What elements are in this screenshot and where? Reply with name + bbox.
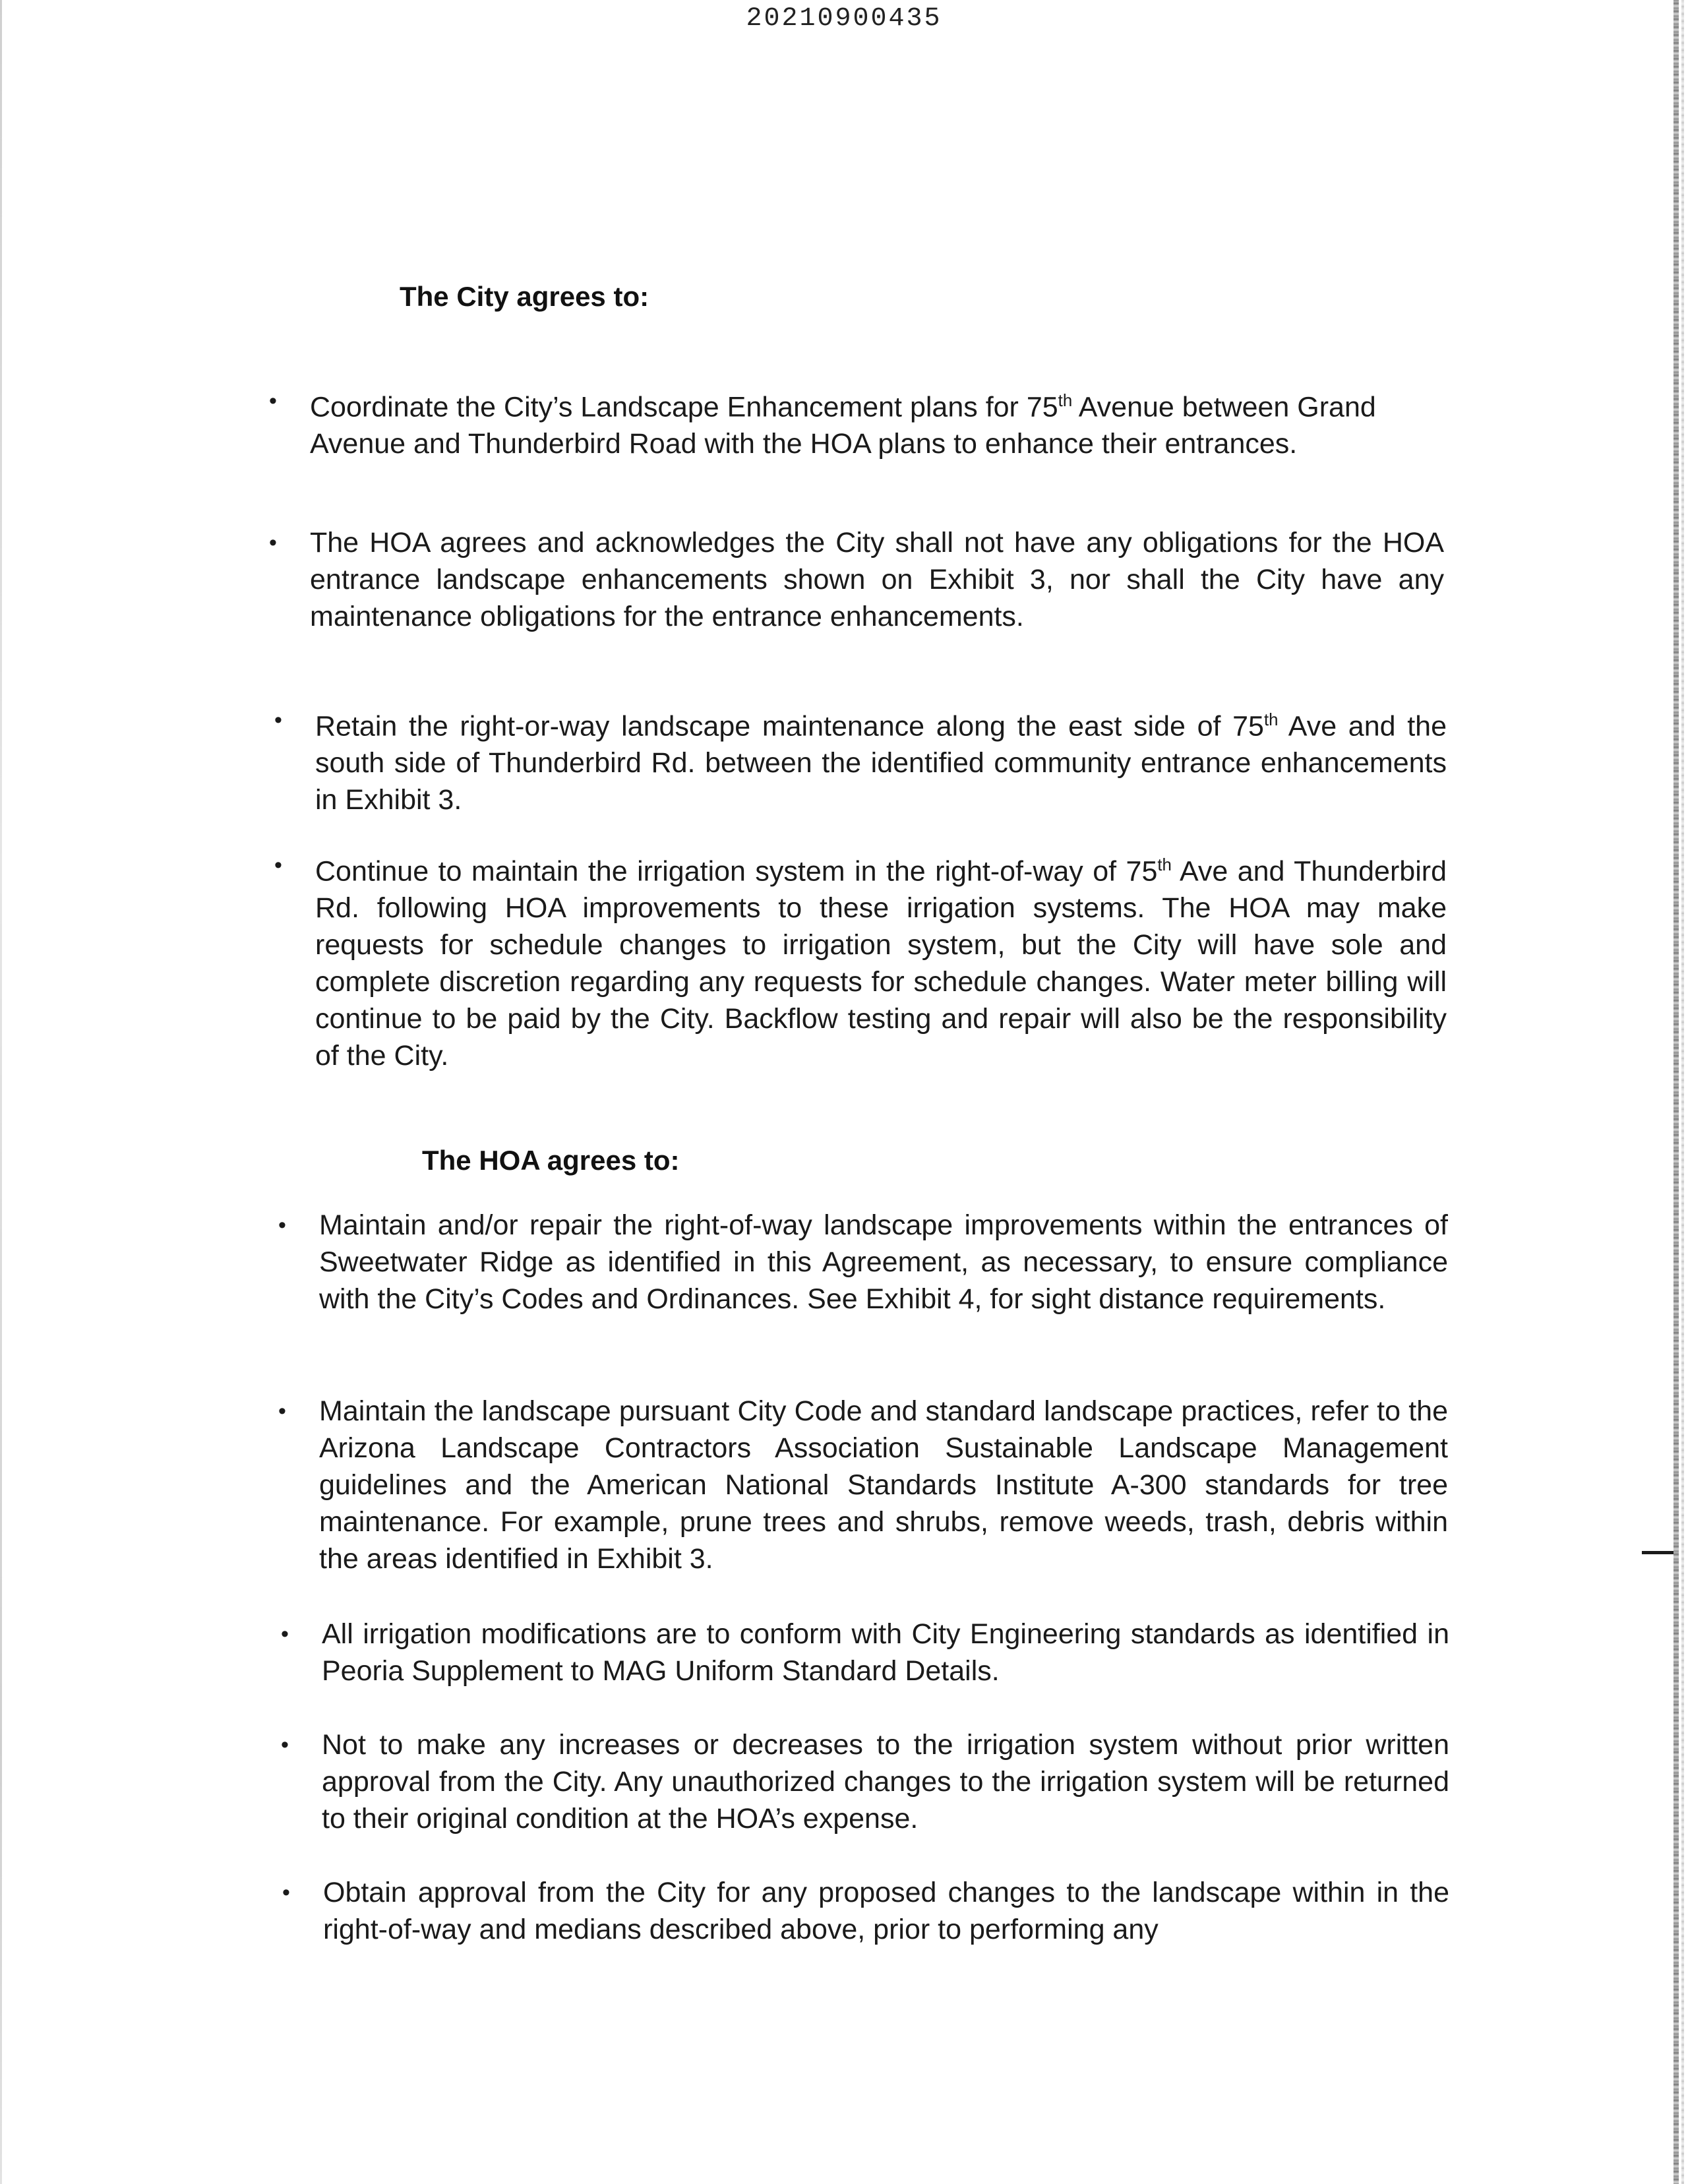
bullet-icon: • (269, 530, 277, 555)
list-item-text: Retain the right-or-way landscape maintenance along the east side of 75th Ave and the south side of Thunderbird Rd. between the identified community entrance enhancements in Exhibit 3. (315, 710, 1447, 816)
list-item (278, 1207, 1448, 1318)
scan-edge-right-inner (1681, 0, 1684, 2184)
list-item (274, 847, 1447, 1074)
bullet-icon: • (281, 1732, 289, 1757)
bullet-icon: • (278, 1213, 286, 1238)
list-item-text: Maintain the landscape pursuant City Code and standard landscape practices, refer to the Arizona Landscape Contractors Association Sustainable Landscape Management guidelines and the American National Standards Institute A-300 standards for tree maintenance. For example, prune trees and shrubs, remove weeds, trash, debris within the areas identified in Exhibit 3. (319, 1395, 1448, 1575)
bullet-icon: • (274, 853, 282, 878)
list-item-text: Maintain and/or repair the right-of-way landscape improvements within the entrances of Sweetwater Ridge as identified in this Agreement, as necessary, to ensure compliance with the City’s Codes and Ordinances. See Exhibit 4, for sight distance requirements. (319, 1209, 1448, 1315)
bullet-icon: • (274, 708, 282, 733)
bullet-icon: • (281, 1622, 289, 1647)
list-item-text: Obtain approval from the City for any proposed changes to the landscape within in the right-of-way and medians described above, prior to performing any (323, 1877, 1449, 1945)
list-item-text: Not to make any increases or decreases to the irrigation system without prior written approval from the City. Any unauthorized changes to the irrigation system will be returned to their original condition at the HOA’s expense. (322, 1729, 1449, 1835)
list-item-text: The HOA agrees and acknowledges the City shall not have any obligations for the HOA entrance landscape enhancements shown on Exhibit 3, nor shall the City have any maintenance obligations for the entrance enhancements. (310, 527, 1444, 632)
bullet-icon: • (282, 1880, 290, 1905)
city-agrees-heading: The City agrees to: (400, 281, 649, 312)
list-item (278, 1393, 1448, 1577)
edge-mark (1642, 1551, 1673, 1554)
list-item (281, 1616, 1449, 1689)
list-item (281, 1726, 1449, 1837)
recording-number: 20210900435 (746, 4, 942, 34)
list-item (282, 1874, 1449, 1948)
list-item-text: Coordinate the City’s Landscape Enhancement plans for 75th Avenue between Grand Avenue and Thunderbird Road with the HOA plans to enhance their entrances. (310, 391, 1376, 460)
scan-edge-right (1673, 0, 1679, 2184)
bullet-icon: • (278, 1399, 286, 1424)
list-item-text: Continue to maintain the irrigation system in the right-of-way of 75th Ave and Thunderbird Rd. following HOA improvements to these irrigation systems. The HOA may make requests for schedule changes to irrigation system, but the City will have sole and complete discretion regarding any requests for schedule changes. Water meter billing will continue to be paid by the City. Backflow testing and repair will also be the responsibility of the City. (315, 855, 1447, 1072)
bullet-icon: • (269, 388, 277, 413)
list-item (274, 702, 1447, 818)
list-item (269, 524, 1444, 635)
hoa-agrees-heading: The HOA agrees to: (422, 1145, 680, 1176)
list-item-text: All irrigation modifications are to conform with City Engineering standards as identified in Peoria Supplement to MAG Uniform Standard Details. (322, 1618, 1449, 1687)
list-item (269, 382, 1444, 462)
scan-edge-left (0, 0, 2, 2184)
